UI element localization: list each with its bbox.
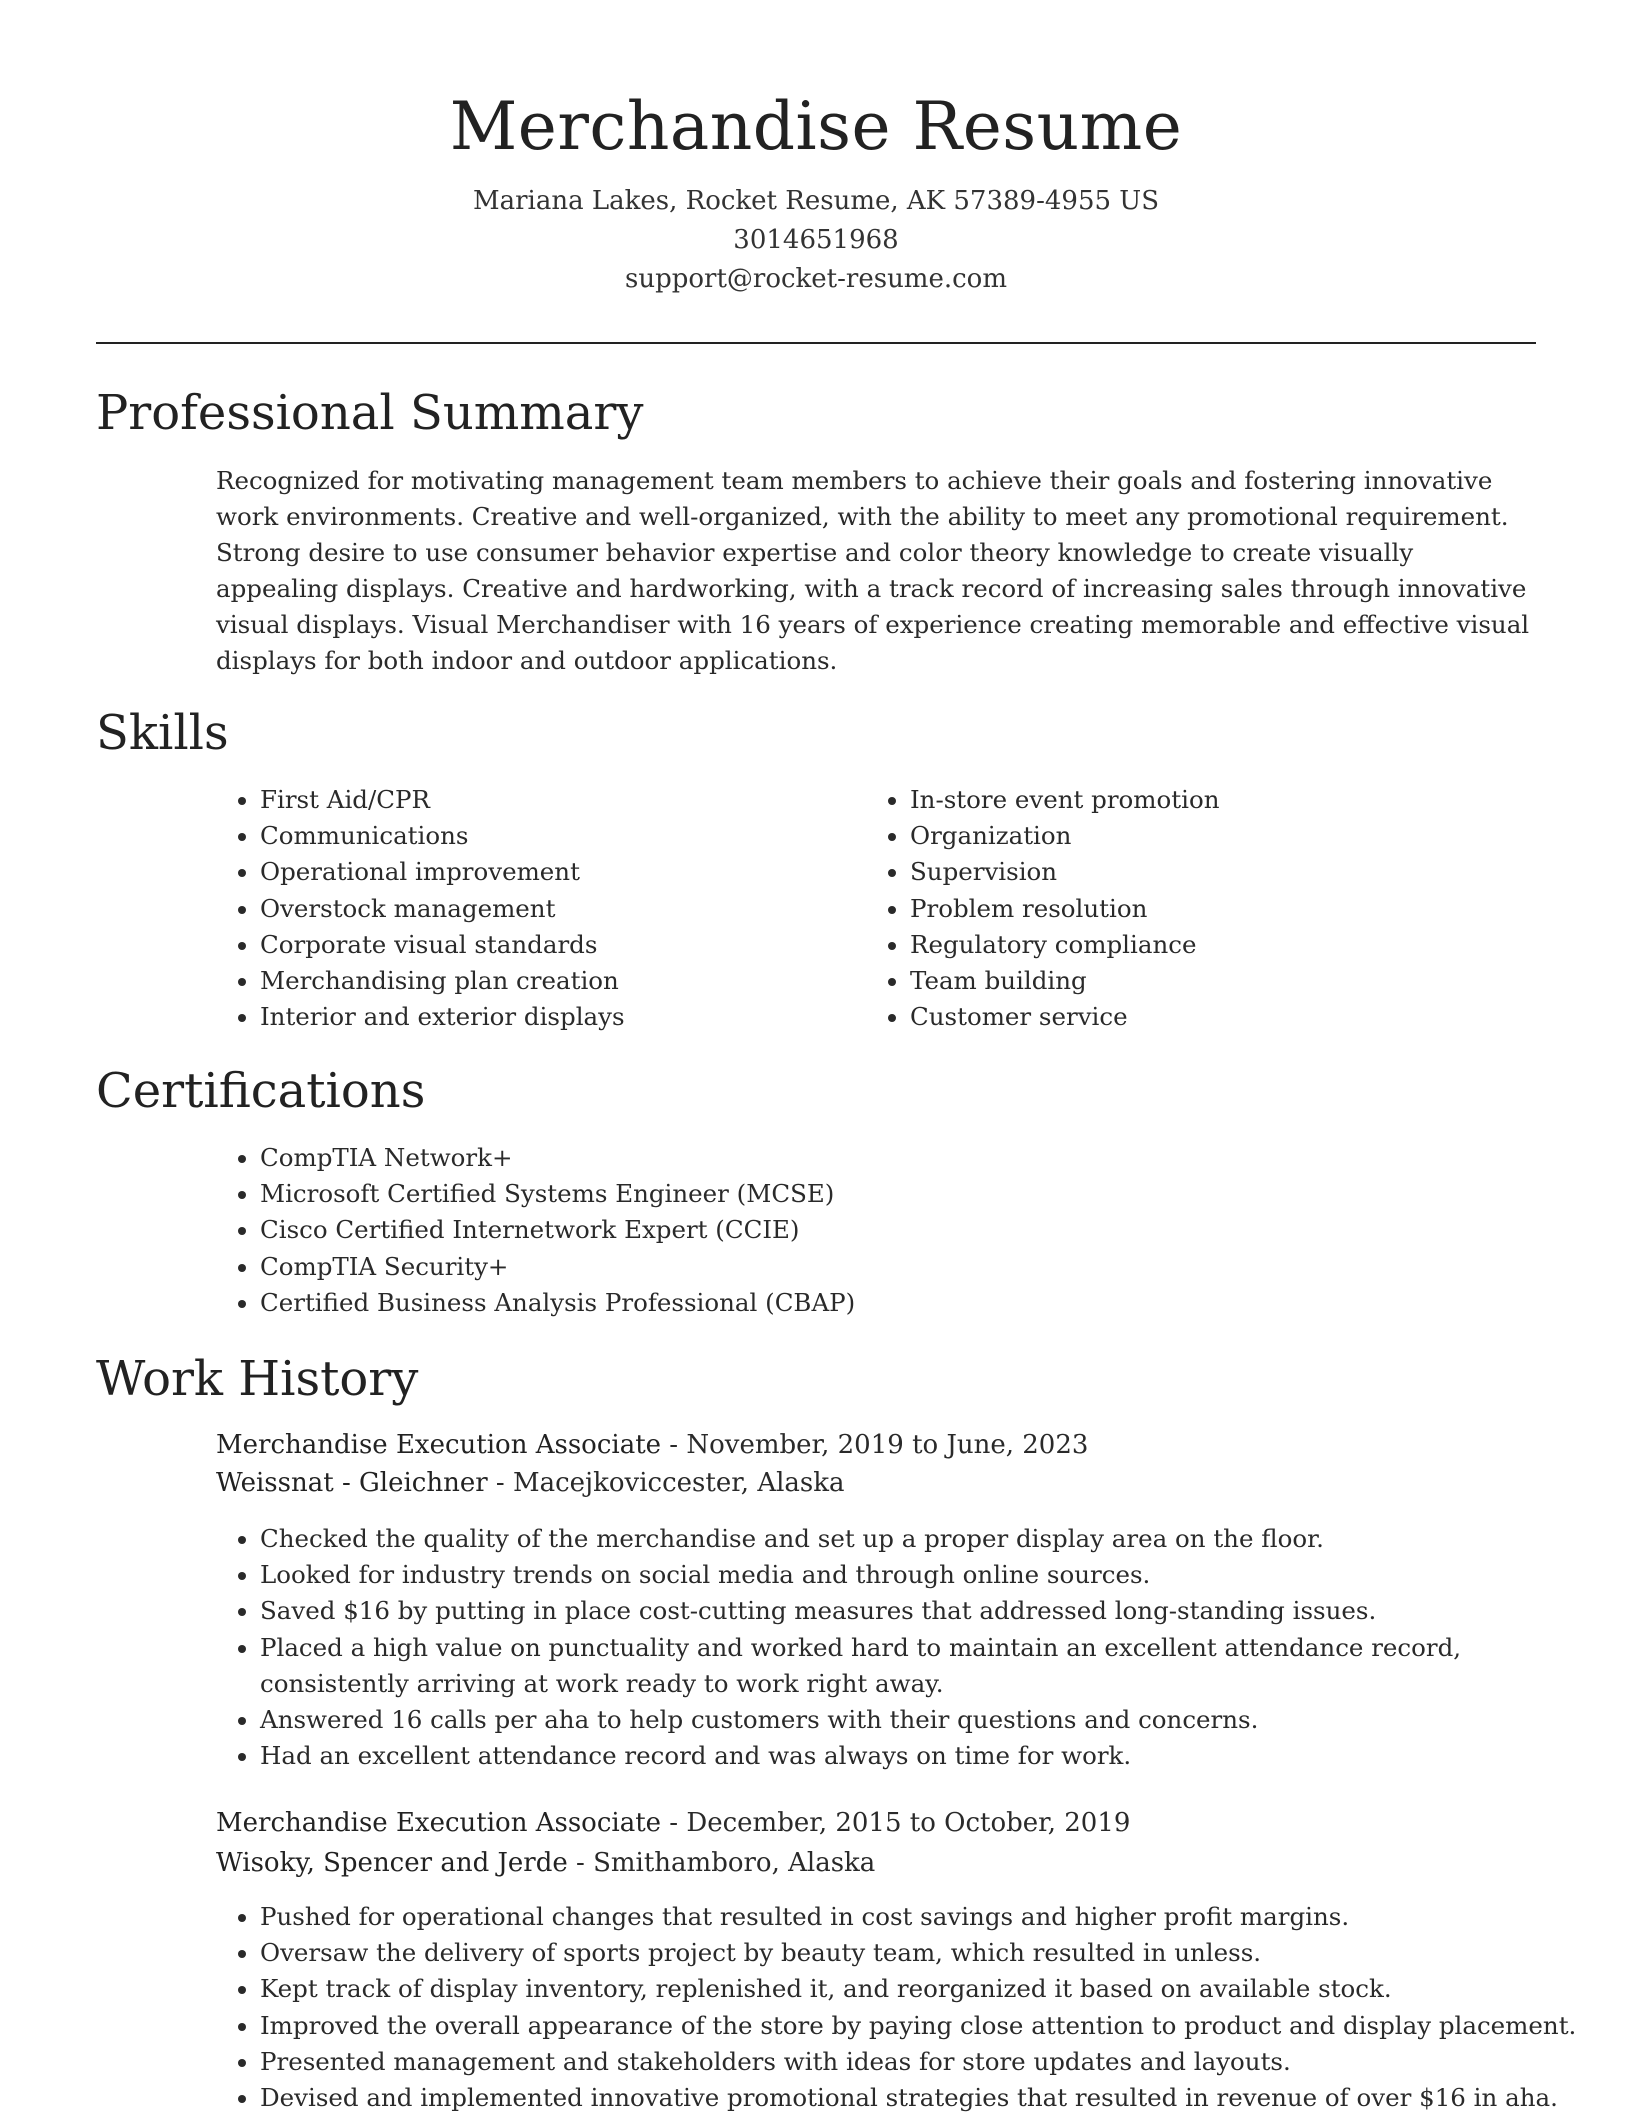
certifications-heading: Certifications bbox=[96, 1063, 426, 1119]
list-item: • Devised and implemented innovative promotional strategies that resulted in revenue of over $16 in aha. bbox=[260, 2080, 1580, 2116]
contact-phone: 3014651968 bbox=[733, 225, 899, 255]
contact-email: support@rocket-resume.com bbox=[624, 264, 1007, 294]
list-item: • Checked the quality of the merchandise and set up a proper display area on the floor. bbox=[260, 1521, 1560, 1557]
list-item: • Customer service bbox=[910, 999, 1510, 1035]
list-item: • Microsoft Certified Systems Engineer (MCSE) bbox=[260, 1176, 1560, 1212]
job-1-duties bbox=[216, 1521, 1560, 1774]
list-item: • First Aid/CPR bbox=[260, 782, 860, 818]
list-item: • Merchandising plan creation bbox=[260, 963, 860, 999]
job-title: Merchandise Execution Associate bbox=[216, 1430, 662, 1460]
separator: - bbox=[487, 1468, 513, 1498]
job-company: Weissnat - Gleichner bbox=[216, 1468, 488, 1498]
job-2-company-line bbox=[216, 1844, 875, 1882]
list-item: • Interior and exterior displays bbox=[260, 999, 860, 1035]
job-title: Merchandise Execution Associate bbox=[216, 1808, 662, 1838]
list-item: • Looked for industry trends on social media and through online sources. bbox=[260, 1557, 1560, 1593]
list-item: • Improved the overall appearance of the store by paying close attention to product and display placement. bbox=[260, 2008, 1580, 2044]
list-item: • Certified Business Analysis Professional (CBAP) bbox=[260, 1285, 1560, 1321]
certifications-list bbox=[216, 1140, 1560, 1321]
skills-heading: Skills bbox=[96, 705, 229, 761]
job-dates: November, 2019 to June, 2023 bbox=[686, 1430, 1089, 1460]
list-item: • Saved $16 by putting in place cost-cutting measures that addressed long-standing issues. bbox=[260, 1593, 1560, 1629]
list-item: • Organization bbox=[910, 818, 1510, 854]
list-item: • Had an excellent attendance record and was always on time for work. bbox=[260, 1738, 1560, 1774]
list-item: • Operational improvement bbox=[260, 854, 860, 890]
list-item: • Presented management and stakeholders with ideas for store updates and layouts. bbox=[260, 2044, 1580, 2080]
list-item: • Cisco Certified Internetwork Expert (CCIE) bbox=[260, 1212, 1560, 1248]
list-item: • In-store event promotion bbox=[910, 782, 1510, 818]
resume-header bbox=[0, 82, 1632, 299]
contact-address: Mariana Lakes, Rocket Resume, AK 57389-4955 US bbox=[472, 186, 1160, 216]
list-item: • Pushed for operational changes that resulted in cost savings and higher profit margins. bbox=[260, 1899, 1580, 1935]
skills-list-left bbox=[216, 782, 860, 1035]
list-item: • Corporate visual standards bbox=[260, 927, 860, 963]
job-location: Smithamboro, Alaska bbox=[593, 1848, 876, 1878]
skills-list-right bbox=[866, 782, 1510, 1035]
list-item: • Team building bbox=[910, 963, 1510, 999]
list-item: • Oversaw the delivery of sports project by beauty team, which resulted in unless. bbox=[260, 1935, 1580, 1971]
job-location: Macejkoviccester, Alaska bbox=[512, 1468, 845, 1498]
summary-text: Recognized for motivating management team members to achieve their goals and fostering innovative work environments. Creative and well-organized, with the ability to meet any promotional requirement. Strong desire to use consumer behavior expertise and color theory knowledge to create visually appealing displays. Creative and hardworking, with a track record of increasing sales through innovative visual displays. Visual Merchandiser with 16 years of experience creating memorable and effective visual displays for both indoor and outdoor applications. bbox=[216, 466, 1530, 675]
job-1-company-line bbox=[216, 1464, 845, 1502]
list-item: • Kept track of display inventory, replenished it, and reorganized it based on available stock. bbox=[260, 1971, 1580, 2007]
header-divider bbox=[96, 342, 1536, 344]
separator: - bbox=[661, 1808, 687, 1838]
summary-heading: Professional Summary bbox=[96, 385, 644, 441]
list-item: • Communications bbox=[260, 818, 860, 854]
list-item: • CompTIA Network+ bbox=[260, 1140, 1560, 1176]
job-2-title-line bbox=[216, 1804, 1130, 1842]
job-2-duties bbox=[216, 1899, 1580, 2116]
list-item: • CompTIA Security+ bbox=[260, 1249, 1560, 1285]
list-item: • Regulatory compliance bbox=[910, 927, 1510, 963]
job-1-title-line bbox=[216, 1426, 1088, 1464]
contact-block bbox=[0, 182, 1632, 299]
skills-section bbox=[96, 700, 1536, 766]
list-item: • Answered 16 calls per aha to help customers with their questions and concerns. bbox=[260, 1702, 1560, 1738]
list-item: • Placed a high value on punctuality and worked hard to maintain an excellent attendance record, consistently arriving at work ready to work right away. bbox=[260, 1630, 1560, 1702]
list-item: • Supervision bbox=[910, 854, 1510, 890]
job-dates: December, 2015 to October, 2019 bbox=[686, 1808, 1131, 1838]
list-item: • Problem resolution bbox=[910, 891, 1510, 927]
resume-title: Merchandise Resume bbox=[449, 88, 1183, 165]
separator: - bbox=[661, 1430, 687, 1460]
job-company: Wisoky, Spencer and Jerde bbox=[216, 1848, 568, 1878]
list-item: • Overstock management bbox=[260, 891, 860, 927]
separator: - bbox=[567, 1848, 594, 1878]
certifications-section bbox=[96, 1058, 1536, 1124]
summary-section bbox=[96, 380, 1536, 446]
work-history-section bbox=[96, 1346, 1536, 1412]
work-history-heading: Work History bbox=[96, 1351, 419, 1407]
